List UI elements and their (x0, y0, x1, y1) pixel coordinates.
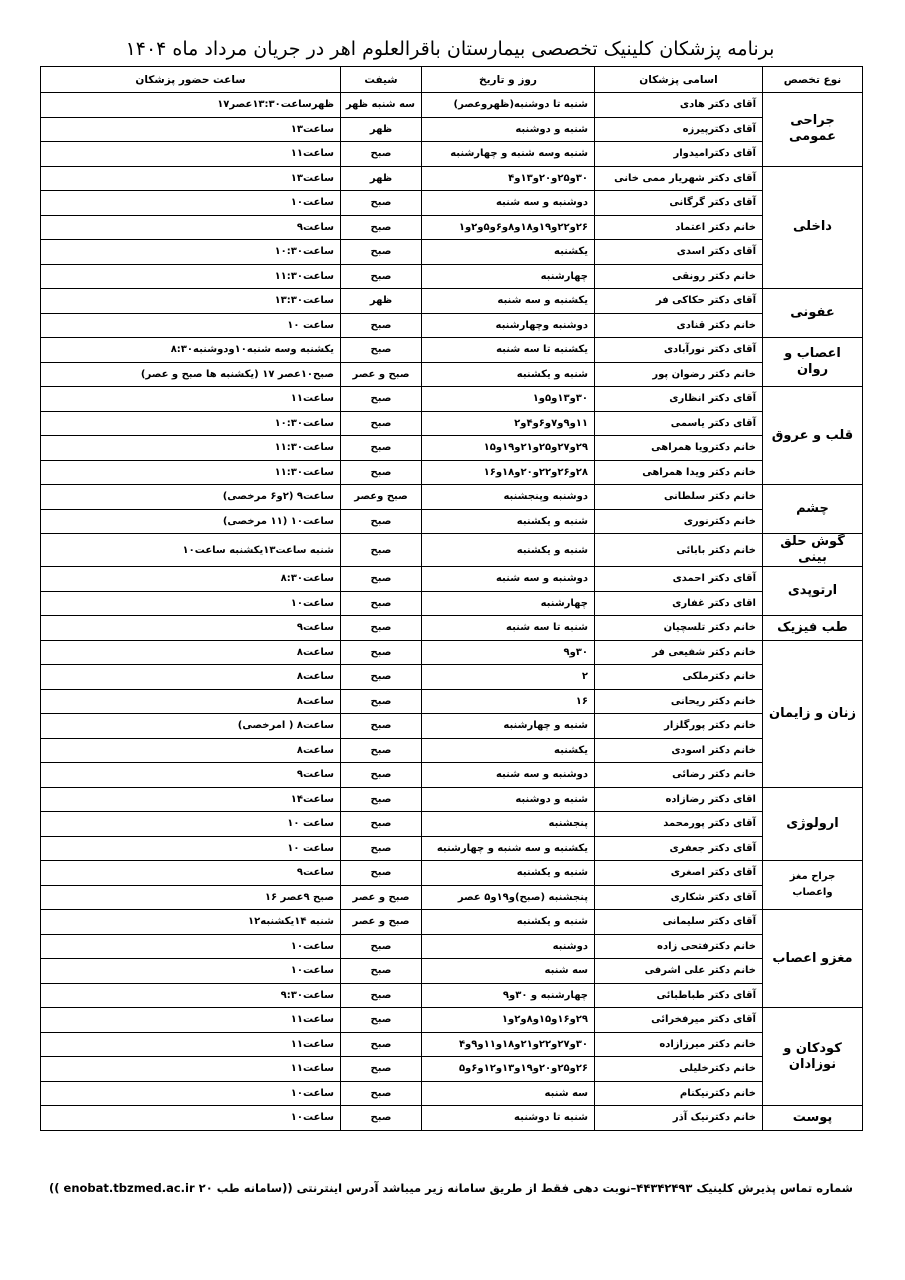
hours-cell: ساعت۸ (41, 689, 341, 714)
doctor-name-cell: خانم دکتر قنادی (595, 313, 763, 338)
shift-cell: ظهر (341, 166, 422, 191)
table-row (41, 436, 863, 461)
table-row (41, 362, 863, 387)
table-row (41, 1032, 863, 1057)
doctor-name-cell: خانم دکتر اعتماد (595, 215, 763, 240)
table-row (41, 787, 863, 812)
specialty-cell: عفونی (763, 289, 863, 338)
table-row (41, 738, 863, 763)
hours-cell: ساعت۱۰ (41, 591, 341, 616)
doctor-name-cell: خانم دکتر علی اشرفی (595, 959, 763, 984)
table-row (41, 689, 863, 714)
schedule-body (41, 93, 863, 1131)
table-row (41, 191, 863, 216)
shift-cell: صبح (341, 763, 422, 788)
hours-cell: صبح ۹عصر ۱۶ (41, 885, 341, 910)
hours-cell: ساعت۱۱ (41, 1008, 341, 1033)
table-row (41, 959, 863, 984)
table-row (41, 338, 863, 363)
hours-cell: ساعت۱۱ (41, 387, 341, 412)
doctor-name-cell: خانم دکترنیک آذر (595, 1106, 763, 1131)
hours-cell: ساعت۹:۳۰ (41, 983, 341, 1008)
days-cell: دوشنبه وچهارشنبه (422, 313, 595, 338)
days-cell: شنبه وسه شنبه و چهارشنبه (422, 142, 595, 167)
days-cell: چهارشنبه و ۳۰و۹ (422, 983, 595, 1008)
header-doctor: اسامی پزشکان (595, 67, 763, 93)
table-row (41, 1008, 863, 1033)
doctor-name-cell: آقای دکتر هادی (595, 93, 763, 118)
specialty-cell: مغزو اعصاب (763, 910, 863, 1008)
hours-cell: ساعت۹ (41, 861, 341, 886)
days-cell: ۳۰و۹ (422, 640, 595, 665)
doctor-name-cell: خانم دکترملکی (595, 665, 763, 690)
days-cell: شنبه و یکشنبه (422, 362, 595, 387)
shift-cell: صبح (341, 959, 422, 984)
table-row (41, 264, 863, 289)
table-row (41, 1057, 863, 1082)
table-row (41, 411, 863, 436)
table-row (41, 812, 863, 837)
shift-cell: صبح (341, 1008, 422, 1033)
shift-cell: صبح (341, 714, 422, 739)
days-cell: ۳۰و۲۷و۲۲و۲۱و۱۸و۱۱و۹و۴ (422, 1032, 595, 1057)
days-cell: سه شنبه (422, 959, 595, 984)
hours-cell: ساعت ۱۰ (41, 313, 341, 338)
hours-cell: ساعت۸ (41, 640, 341, 665)
days-cell: دوشنبه (422, 934, 595, 959)
hours-cell: ساعت۸:۳۰ (41, 567, 341, 592)
doctor-name-cell: خانم دکتر تلسچیان (595, 616, 763, 641)
hours-cell: شنبه ۱۴یکشنبه۱۲ (41, 910, 341, 935)
doctor-name-cell: اقای دکتر رضازاده (595, 787, 763, 812)
shift-cell: صبح (341, 738, 422, 763)
doctor-name-cell: اقای دکتر غفاری (595, 591, 763, 616)
table-row (41, 616, 863, 641)
hours-cell: ساعت۱۴ (41, 787, 341, 812)
doctor-name-cell: خانم دکترویا همراهی (595, 436, 763, 461)
hours-cell: ساعت ۱۰ (41, 836, 341, 861)
specialty-cell: ارولوژی (763, 787, 863, 861)
shift-cell: صبح (341, 1081, 422, 1106)
footer-note: شماره تماس پذیرش کلینیک ۴۴۳۴۲۴۹۳–نوبت دهی فقط از طریق سامانه زیر میباشد آدرس اینترنتی ((سامانه طب ۲۰ enobat.tbzmed.ac.ir )) (49, 1181, 853, 1195)
hours-cell: ساعت۱۳ (41, 166, 341, 191)
doctor-name-cell: خانم دکترنیکنام (595, 1081, 763, 1106)
doctor-name-cell: آقای دکتر یاسمی (595, 411, 763, 436)
doctor-name-cell: خانم دکتر ریحانی (595, 689, 763, 714)
header-hours: ساعت حضور پزشکان (41, 67, 341, 93)
days-cell: دوشنبه و سه شنبه (422, 763, 595, 788)
table-row (41, 485, 863, 510)
table-row (41, 836, 863, 861)
hours-cell: ساعت۱۳:۳۰ (41, 289, 341, 314)
table-row (41, 240, 863, 265)
shift-cell: صبح (341, 934, 422, 959)
shift-cell: سه شنبه ظهر (341, 93, 422, 118)
table-row (41, 93, 863, 118)
shift-cell: صبح و عصر (341, 910, 422, 935)
hours-cell: ساعت۱۱ (41, 1032, 341, 1057)
header-shift: شیفت (341, 67, 422, 93)
doctor-name-cell: آقای دکتر شکاری (595, 885, 763, 910)
clinic-schedule-table (40, 66, 863, 1131)
hours-cell: ساعت۱۰ (41, 934, 341, 959)
doctor-name-cell: خانم دکتر شفیعی فر (595, 640, 763, 665)
shift-cell: صبح (341, 567, 422, 592)
shift-cell: صبح (341, 264, 422, 289)
hours-cell: ساعت۹ (۲و۶ مرخصی) (41, 485, 341, 510)
hours-cell: ظهرساعت۱۳:۳۰عصر۱۷ (41, 93, 341, 118)
shift-cell: صبح (341, 313, 422, 338)
days-cell: شنبه و دوشنبه (422, 117, 595, 142)
specialty-cell: چشم (763, 485, 863, 534)
hours-cell: ساعت۹ (41, 616, 341, 641)
hours-cell: ساعت۱۳ (41, 117, 341, 142)
table-row (41, 983, 863, 1008)
shift-cell: صبح (341, 215, 422, 240)
days-cell: شنبه تا دوشنبه (422, 1106, 595, 1131)
days-cell: ۳۰و۱۳و۵و۱ (422, 387, 595, 412)
days-cell: دوشنبه وپنجشنبه (422, 485, 595, 510)
specialty-cell: گوش حلق بینی (763, 534, 863, 567)
shift-cell: صبح (341, 509, 422, 534)
table-row (41, 910, 863, 935)
table-row (41, 166, 863, 191)
days-cell: یکشنبه و سه شنبه و چهارشنبه (422, 836, 595, 861)
days-cell: ۲۸و۲۶و۲۲و۲۰و۱۸و۱۶ (422, 460, 595, 485)
table-row (41, 1081, 863, 1106)
days-cell: ۱۶ (422, 689, 595, 714)
specialty-cell: طب فیزیک (763, 616, 863, 641)
hours-cell: ساعت۱۰ (41, 959, 341, 984)
hours-cell: ساعت۱۰ (۱۱ مرخصی) (41, 509, 341, 534)
doctor-name-cell: آقای دکتر سلیمانی (595, 910, 763, 935)
doctor-name-cell: آقای دکتر جعفری (595, 836, 763, 861)
shift-cell: ظهر (341, 117, 422, 142)
doctor-name-cell: خانم دکتر بابائی (595, 534, 763, 567)
table-row (41, 509, 863, 534)
doctor-name-cell: آقای دکتر شهریار ممی خانی (595, 166, 763, 191)
days-cell: شنبه و دوشنبه (422, 787, 595, 812)
table-row (41, 460, 863, 485)
hours-cell: یکشنبه وسه شنبه۱۰ودوشنبه۸:۳۰ (41, 338, 341, 363)
shift-cell: صبح (341, 640, 422, 665)
shift-cell: صبح (341, 591, 422, 616)
shift-cell: صبح (341, 812, 422, 837)
shift-cell: صبح وعصر (341, 485, 422, 510)
doctor-name-cell: آقای دکترپیرزه (595, 117, 763, 142)
days-cell: دوشنبه و سه شنبه (422, 191, 595, 216)
shift-cell: صبح (341, 787, 422, 812)
doctor-name-cell: خانم دکتر رضوان پور (595, 362, 763, 387)
table-row (41, 861, 863, 886)
days-cell: ۲۹و۲۷و۲۵و۲۱و۱۹و۱۵ (422, 436, 595, 461)
days-cell: شنبه و چهارشنبه (422, 714, 595, 739)
shift-cell: صبح (341, 534, 422, 567)
days-cell: شنبه و یکشنبه (422, 861, 595, 886)
hours-cell: ساعت۱۱:۳۰ (41, 460, 341, 485)
days-cell: پنجشنبه (صبح)و۱۹و۵ عصر (422, 885, 595, 910)
days-cell: ۳۰و۲۵و۲۰و۱۳و۴ (422, 166, 595, 191)
shift-cell: صبح و عصر (341, 362, 422, 387)
doctor-name-cell: خانم دکتر میرزازاده (595, 1032, 763, 1057)
table-row (41, 714, 863, 739)
shift-cell: صبح (341, 836, 422, 861)
specialty-cell: جراح مغز واعصاب (763, 861, 863, 910)
shift-cell: صبح (341, 142, 422, 167)
doctor-name-cell: آقای دکتر نورآبادی (595, 338, 763, 363)
doctor-name-cell: خانم دکتر اسودی (595, 738, 763, 763)
doctor-name-cell: آقای دکتر گرگانی (595, 191, 763, 216)
days-cell: دوشنبه و سه شنبه (422, 567, 595, 592)
doctor-name-cell: آقای دکتر میرفخرائی (595, 1008, 763, 1033)
doctor-name-cell: آقای دکتر پورمحمد (595, 812, 763, 837)
specialty-cell: اعصاب و روان (763, 338, 863, 387)
doctor-name-cell: خانم دکترفتحی زاده (595, 934, 763, 959)
specialty-cell: قلب و عروق (763, 387, 863, 485)
shift-cell: صبح (341, 616, 422, 641)
hours-cell: ساعت۱۱ (41, 1057, 341, 1082)
table-row (41, 763, 863, 788)
specialty-cell: پوست (763, 1106, 863, 1131)
hours-cell: ساعت۱۰:۳۰ (41, 411, 341, 436)
doctor-name-cell: خانم دکترنوری (595, 509, 763, 534)
days-cell: ۲ (422, 665, 595, 690)
days-cell: شنبه و یکشنبه (422, 534, 595, 567)
shift-cell: صبح (341, 338, 422, 363)
hours-cell: ساعت۸ (41, 665, 341, 690)
hours-cell: شنبه ساعت۱۳یکشنبه ساعت۱۰ (41, 534, 341, 567)
shift-cell: صبح (341, 665, 422, 690)
specialty-cell: جراحی عمومی (763, 93, 863, 167)
table-row (41, 117, 863, 142)
table-row (41, 215, 863, 240)
specialty-cell: داخلی (763, 166, 863, 289)
shift-cell: صبح (341, 387, 422, 412)
table-row (41, 591, 863, 616)
doctor-name-cell: خانم دکترخلیلی (595, 1057, 763, 1082)
hours-cell: ساعت۱۱:۳۰ (41, 436, 341, 461)
doctor-name-cell: خانم دکتر پورگلزار (595, 714, 763, 739)
hours-cell: ساعت ۱۰ (41, 812, 341, 837)
header-specialty: نوع تخصص (763, 67, 863, 93)
doctor-name-cell: آقای دکتر حکاکی فر (595, 289, 763, 314)
header-days: روز و تاریخ (422, 67, 595, 93)
doctor-name-cell: خانم دکتر رونقی (595, 264, 763, 289)
table-row (41, 567, 863, 592)
hours-cell: ساعت۹ (41, 763, 341, 788)
hours-cell: ساعت۸ (41, 738, 341, 763)
days-cell: یکشنبه تا سه شنبه (422, 338, 595, 363)
shift-cell: صبح (341, 861, 422, 886)
days-cell: پنجشنبه (422, 812, 595, 837)
days-cell: ۱۱و۹و۷و۶و۴و۲ (422, 411, 595, 436)
table-row (41, 289, 863, 314)
hours-cell: صبح۱۰عصر ۱۷ (یکشنبه ها صبح و عصر) (41, 362, 341, 387)
table-row (41, 1106, 863, 1131)
days-cell: ۲۶و۲۵و۲۰و۱۹و۱۳و۱۲و۶و۵ (422, 1057, 595, 1082)
days-cell: ۲۶و۲۲و۱۹و۱۸و۸و۶و۵و۲و۱ (422, 215, 595, 240)
specialty-cell: زنان و زایمان (763, 640, 863, 787)
days-cell: چهارشنبه (422, 264, 595, 289)
table-row (41, 640, 863, 665)
table-row (41, 534, 863, 567)
shift-cell: صبح (341, 983, 422, 1008)
doctor-name-cell: آقای دکتر طباطبائی (595, 983, 763, 1008)
hours-cell: ساعت۱۰:۳۰ (41, 240, 341, 265)
days-cell: سه شنبه (422, 1081, 595, 1106)
hours-cell: ساعت۱۱:۳۰ (41, 264, 341, 289)
doctor-name-cell: خانم دکتر سلطانی (595, 485, 763, 510)
table-row (41, 934, 863, 959)
hours-cell: ساعت۸ ( امرخصی) (41, 714, 341, 739)
shift-cell: صبح (341, 411, 422, 436)
days-cell: یکشنبه (422, 240, 595, 265)
days-cell: شنبه تا دوشنبه(ظهروعصر) (422, 93, 595, 118)
days-cell: شنبه تا سه شنبه (422, 616, 595, 641)
shift-cell: صبح (341, 240, 422, 265)
table-row (41, 142, 863, 167)
shift-cell: صبح (341, 689, 422, 714)
table-row (41, 387, 863, 412)
header-row (41, 67, 863, 93)
doctor-name-cell: آقای دکتر انظاری (595, 387, 763, 412)
doctor-name-cell: آقای دکتر احمدی (595, 567, 763, 592)
hours-cell: ساعت۹ (41, 215, 341, 240)
doctor-name-cell: خانم دکتر رضائی (595, 763, 763, 788)
table-row (41, 313, 863, 338)
days-cell: یکشنبه و سه شنبه (422, 289, 595, 314)
days-cell: شنبه و یکشنبه (422, 509, 595, 534)
shift-cell: صبح (341, 460, 422, 485)
doctor-name-cell: آقای دکترامیدوار (595, 142, 763, 167)
hours-cell: ساعت۱۰ (41, 1081, 341, 1106)
specialty-cell: کودکان و نوزادان (763, 1008, 863, 1106)
hours-cell: ساعت۱۰ (41, 1106, 341, 1131)
doctor-name-cell: آقای دکتر اصغری (595, 861, 763, 886)
days-cell: چهارشنبه (422, 591, 595, 616)
days-cell: شنبه و یکشنبه (422, 910, 595, 935)
shift-cell: ظهر (341, 289, 422, 314)
shift-cell: صبح (341, 1032, 422, 1057)
shift-cell: صبح (341, 1057, 422, 1082)
hours-cell: ساعت۱۰ (41, 191, 341, 216)
shift-cell: صبح (341, 1106, 422, 1131)
days-cell: ۲۹و۱۶و۱۵و۸و۲و۱ (422, 1008, 595, 1033)
doctor-name-cell: خانم دکتر ویدا همراهی (595, 460, 763, 485)
page-title: برنامه پزشکان کلینیک تخصصی بیمارستان باقرالعلوم اهر در جریان مرداد ماه ۱۴۰۴ (125, 38, 775, 60)
days-cell: یکشنبه (422, 738, 595, 763)
table-row (41, 665, 863, 690)
doctor-name-cell: آقای دکتر اسدی (595, 240, 763, 265)
table-row (41, 885, 863, 910)
specialty-cell: ارتوپدی (763, 567, 863, 616)
shift-cell: صبح و عصر (341, 885, 422, 910)
shift-cell: صبح (341, 436, 422, 461)
hours-cell: ساعت۱۱ (41, 142, 341, 167)
shift-cell: صبح (341, 191, 422, 216)
